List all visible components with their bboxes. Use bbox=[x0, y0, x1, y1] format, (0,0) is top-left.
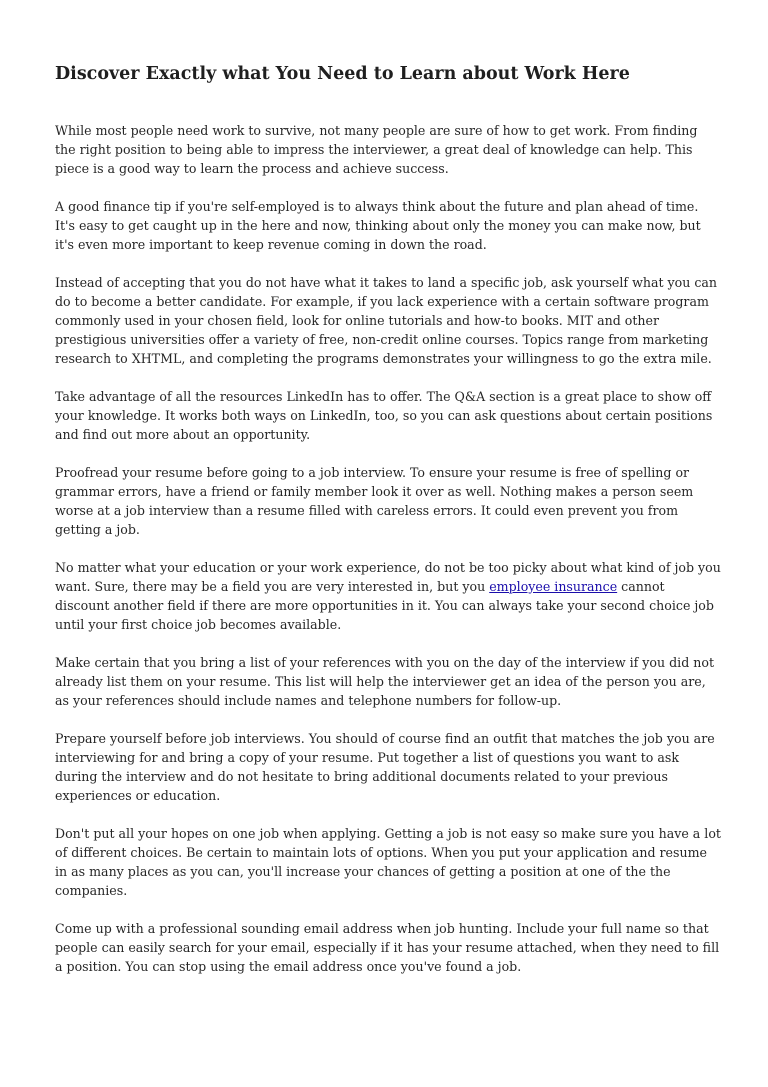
paragraph-options: Don't put all your hopes on one job when applying. Getting a job is not easy so make sure you have a lot of different choices. Be certain to maintain lots of options. When you put your application and resume in as many places as you can, you'll increase your chances of getting a position at one of the the companies. bbox=[55, 826, 721, 898]
employee-insurance-link[interactable]: employee insurance bbox=[489, 579, 618, 594]
paragraph-email: Come up with a professional sounding email address when job hunting. Include your full name so that people can easily search for your email, especially if it has your resume attached, when they need to fill a position. You can stop using the email address once you've found a job. bbox=[55, 921, 720, 974]
paragraph-education bbox=[55, 558, 721, 634]
paragraph-proofread: Proofread your resume before going to a job interview. To ensure your resume is free of spelling or grammar errors, have a friend or family member look it over as well. Nothing makes a person seem worse at a job interview than a resume filled with careless errors. It could even prevent you from getting a job. bbox=[55, 465, 694, 537]
page-title: Discover Exactly what You Need to Learn about Work Here bbox=[55, 64, 630, 84]
paragraph-education-before: No matter what your education or your work experience, do not be too picky about what kind of job you want. Sure, there may be a field you are very interested in, but you bbox=[55, 560, 721, 594]
paragraph-references: Make certain that you bring a list of your references with you on the day of the interview if you did not already list them on your resume. This list will help the interviewer get an idea of the person you are, as your references should include names and telephone numbers for follow-up. bbox=[55, 655, 715, 708]
paragraph-linkedin: Take advantage of all the resources LinkedIn has to offer. The Q&A section is a great place to show off your knowledge. It works both ways on LinkedIn, too, so you can ask questions about certain positions and find out more about an opportunity. bbox=[55, 389, 713, 442]
paragraph-prepare: Prepare yourself before job interviews. You should of course find an outfit that matches the job you are interviewing for and bring a copy of your resume. Put together a list of questions you want to ask during the interview and do not hesitate to bring additional documents related to your previous experiences or education. bbox=[55, 731, 715, 803]
article-body bbox=[55, 121, 721, 995]
paragraph-education-after: cannot discount another field if there are more opportunities in it. You can always take your second choice job until your first choice job becomes available. bbox=[55, 579, 714, 632]
paragraph-better-candidate: Instead of accepting that you do not have what it takes to land a specific job, ask yourself what you can do to become a better candidate. For example, if you lack experience with a certain software program commonly used in your chosen field, look for online tutorials and how-to books. MIT and other prestigious universities offer a variety of free, non-credit online courses. Topics range from marketing research to XHTML, and completing the programs demonstrates your willingness to go the extra mile. bbox=[55, 275, 718, 366]
paragraph-finance-tip: A good finance tip if you're self-employed is to always think about the future and plan ahead of time. It's easy to get caught up in the here and now, thinking about only the money you can make now, but it's even more important to keep revenue coming in down the road. bbox=[55, 199, 701, 252]
paragraph-intro: While most people need work to survive, not many people are sure of how to get work. From finding the right position to being able to impress the interviewer, a great deal of knowledge can help. This piece is a good way to learn the process and achieve success. bbox=[55, 123, 698, 176]
